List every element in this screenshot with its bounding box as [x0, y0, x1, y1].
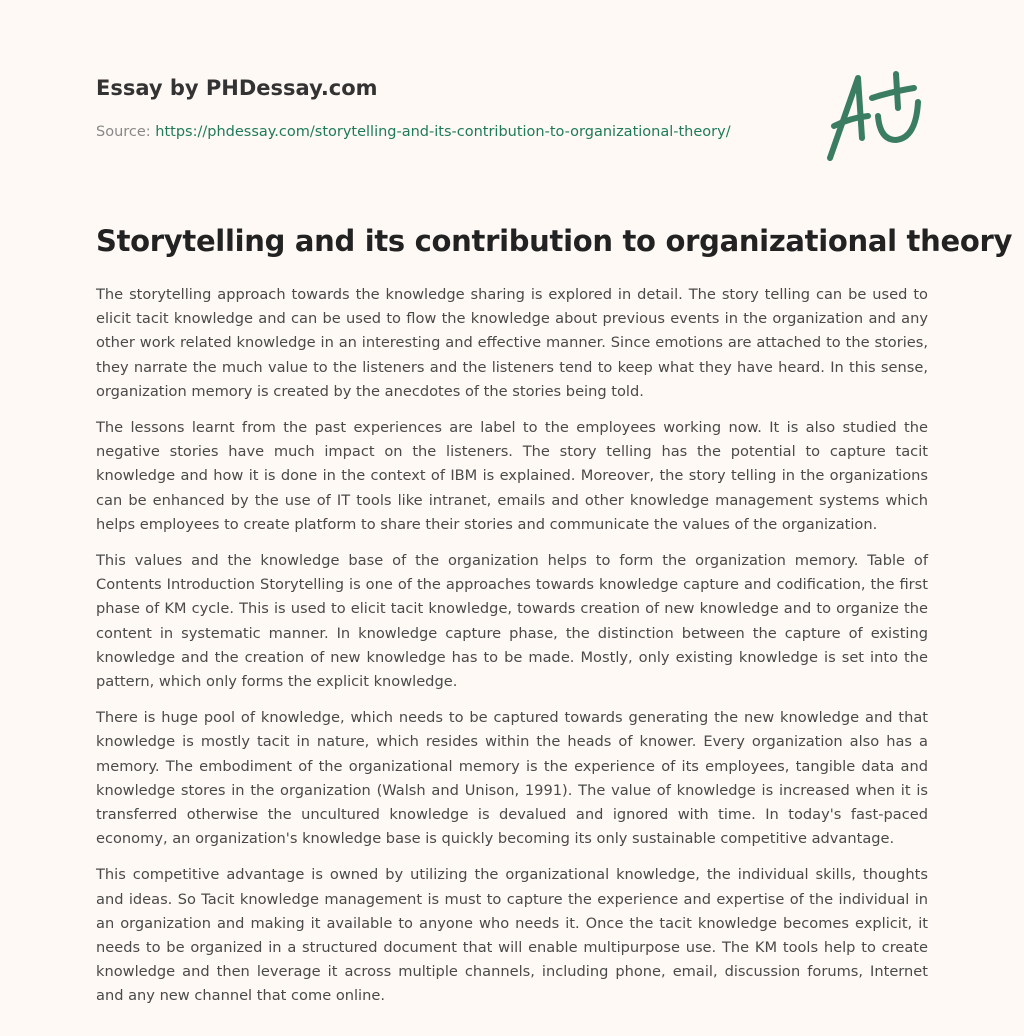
- paragraph: This values and the knowledge base of the organization helps to form the organization memory. Table of Contents Introduction Storytelling is one of the approaches towards knowledge capture and codification, the first phase of KM cycle. This is used to elicit tacit knowledge, towards creation of new knowledge and to organize the content in systematic manner. In knowledge capture phase, the distinction between the capture of existing knowledge and the creation of new knowledge has to be made. Mostly, only existing knowledge is set into the pattern, which only forms the explicit knowledge.: [96, 552, 928, 691]
- paragraph: This competitive advantage is owned by utilizing the organizational knowledge, the individual skills, thoughts and ideas. So Tacit knowledge management is must to capture the experience and expertise of the individual in an organization and making it available to anyone who needs it. Once the tacit knowledge becomes explicit, it needs to be organized in a structured document that will enable multipurpose use. The KM tools help to create knowledge and then leverage it across multiple channels, including phone, email, discussion forums, Internet and any new channel that come online.: [96, 866, 928, 1005]
- paragraph: The storytelling approach towards the knowledge sharing is explored in detail. The story telling can be used to elicit tacit knowledge and can be used to flow the knowledge about previous events in the organization and any other work related knowledge in an interesting and effective manner. Since emotions are attached to the stories, they narrate the much value to the listeners and the listeners tend to keep what they have heard. In this sense, organization memory is created by the anecdotes of the stories being told.: [96, 286, 928, 400]
- article-title: Storytelling and its contribution to organizational theory: [96, 224, 1013, 258]
- site-brand: Essay by PHDessay.com: [96, 76, 378, 100]
- a-plus-logo-icon: [820, 68, 930, 164]
- paragraph: The lessons learnt from the past experiences are label to the employees working now. It is also studied the negative stories have much impact on the listeners. The story telling has the potential to capture tacit knowledge and how it is done in the context of IBM is explained. Moreover, the story telling in the organizations can be enhanced by the use of IT tools like intranet, emails and other knowledge management systems which helps employees to create platform to share their stories and communicate the values of the organization.: [96, 419, 928, 533]
- article-body: [96, 283, 928, 1021]
- paragraph: There is huge pool of knowledge, which needs to be captured towards generating the new knowledge and that knowledge is mostly tacit in nature, which resides within the heads of knower. Every organization also has a memory. The embodiment of the organizational memory is the experience of its employees, tangible data and knowledge stores in the organization (Walsh and Unison, 1991). The value of knowledge is increased when it is transferred otherwise the uncultured knowledge is devalued and ignored with time. In today's fast-paced economy, an organization's knowledge base is quickly becoming its only sustainable competitive advantage.: [96, 709, 928, 848]
- source-line: [96, 124, 731, 140]
- source-label: Source:: [96, 124, 151, 140]
- source-link[interactable]: https://phdessay.com/storytelling-and-its-contribution-to-organizational-theory/: [155, 124, 731, 140]
